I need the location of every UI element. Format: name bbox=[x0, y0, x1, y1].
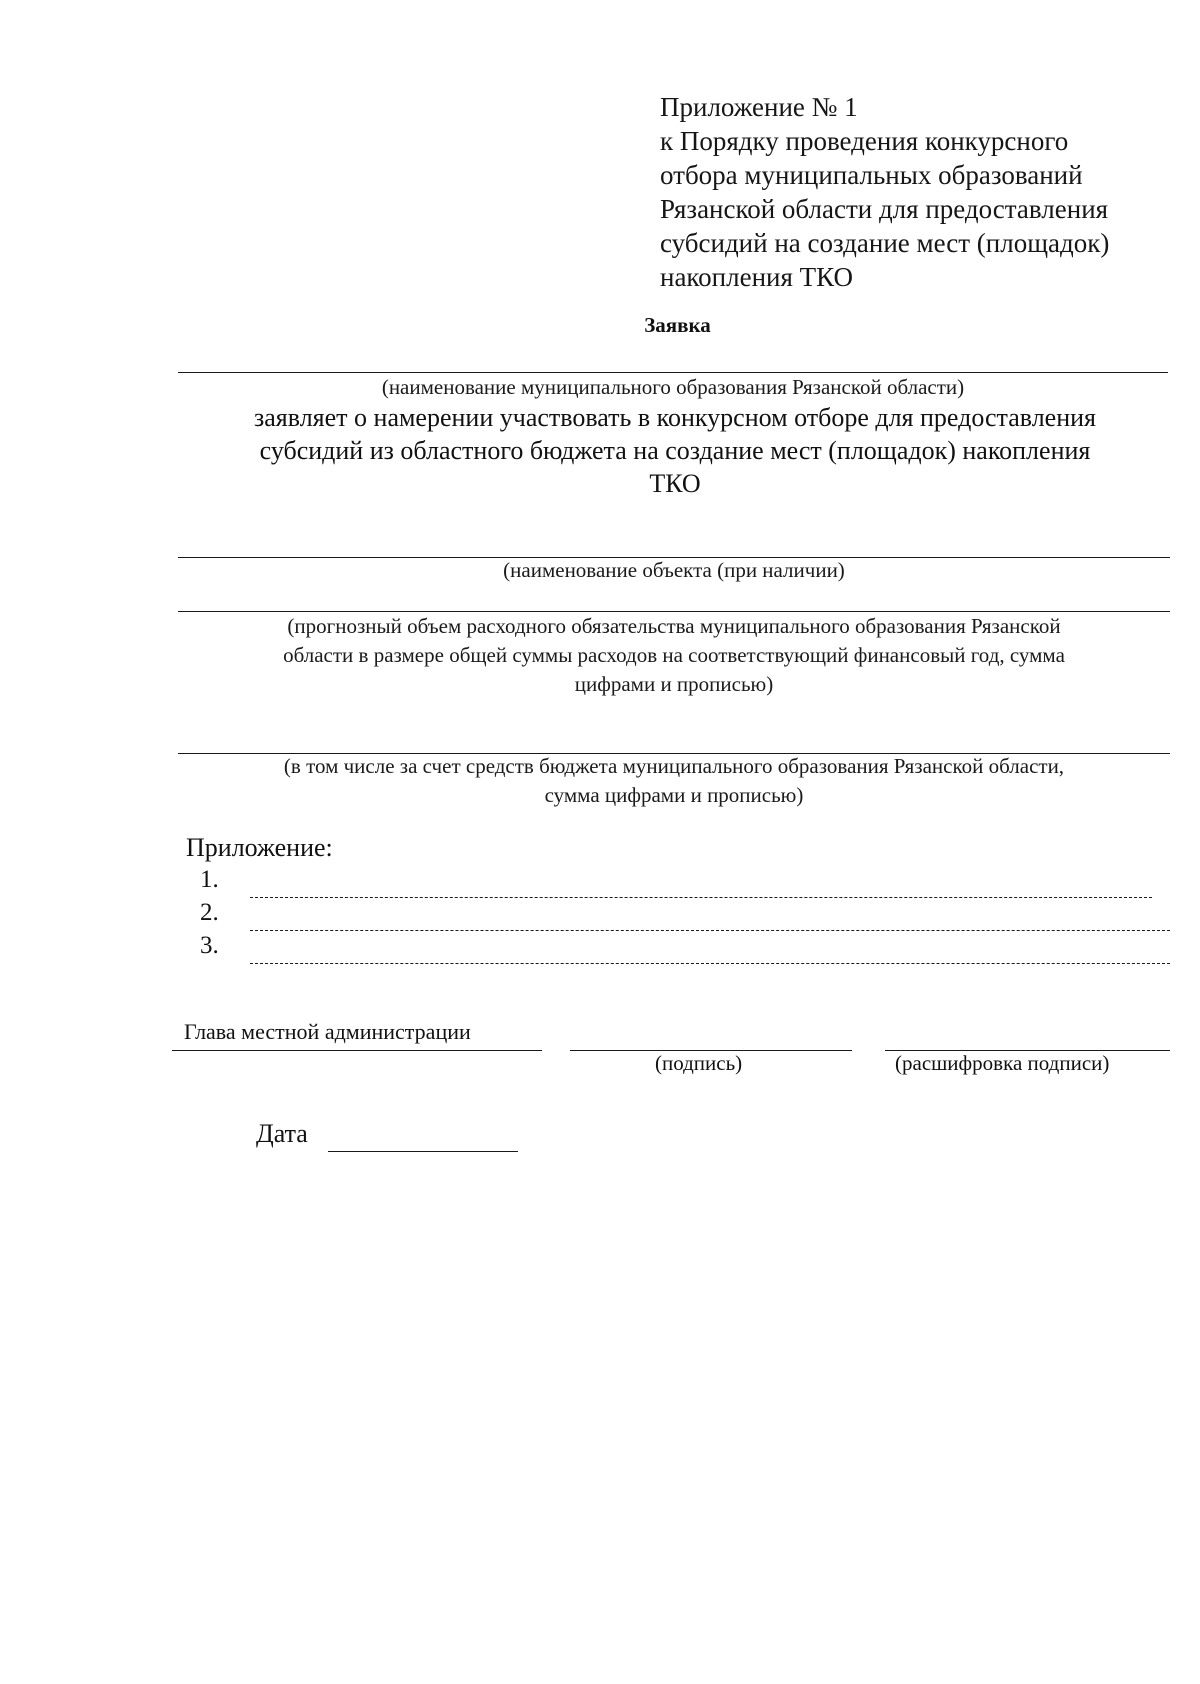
appendix-line: накопления ТКО bbox=[660, 262, 853, 292]
caption-line: сумма цифрами и прописью) bbox=[544, 783, 804, 807]
attachment-2-field[interactable] bbox=[250, 930, 1170, 931]
date-field[interactable] bbox=[328, 1151, 518, 1152]
forecast-expenditure-caption bbox=[178, 612, 1170, 699]
statement-text bbox=[170, 401, 1180, 500]
attachment-number: 3. bbox=[200, 932, 219, 959]
appendix-line: к Порядку проведения конкурсного bbox=[660, 126, 1069, 156]
signature-decoding-caption: (расшифровка подписи) bbox=[895, 1051, 1110, 1075]
attachment-1-field[interactable] bbox=[250, 897, 1152, 898]
appendix-header bbox=[660, 90, 1160, 294]
statement-line: субсидий из областного бюджета на создание мест (площадок) накопления bbox=[259, 436, 1091, 465]
attachments-title: Приложение: bbox=[186, 833, 333, 862]
statement-line: заявляет о намерении участвовать в конкурсном отборе для предоставления bbox=[253, 403, 1097, 432]
appendix-line: Рязанской области для предоставления bbox=[660, 194, 1109, 224]
attachment-number: 2. bbox=[200, 899, 219, 926]
attachment-3-field[interactable] bbox=[250, 963, 1170, 964]
appendix-line: отбора муниципальных образований bbox=[660, 160, 1083, 190]
appendix-line: Приложение № 1 bbox=[660, 92, 858, 122]
object-name-caption: (наименование объекта (при наличии) bbox=[503, 558, 845, 582]
municipality-name-caption: (наименование муниципального образования Рязанской области) bbox=[381, 375, 965, 399]
caption-line: области в размере общей суммы расходов на соответствующий финансовый год, сумма bbox=[283, 643, 1065, 667]
document-title: Заявка bbox=[644, 313, 711, 337]
caption-line: (в том числе за счет средств бюджета муниципального образования Рязанской области, bbox=[283, 754, 1065, 778]
signature-caption: (подпись) bbox=[655, 1051, 743, 1075]
attachment-number: 1. bbox=[200, 866, 219, 893]
head-of-administration-label: Глава местной администрации bbox=[184, 1019, 471, 1044]
statement-line: ТКО bbox=[649, 469, 701, 498]
local-budget-caption bbox=[178, 752, 1170, 810]
appendix-line: субсидий на создание мест (площадок) bbox=[660, 228, 1110, 258]
date-label: Дата bbox=[256, 1119, 308, 1148]
position-underline bbox=[172, 1050, 542, 1051]
caption-line: цифрами и прописью) bbox=[574, 672, 774, 696]
caption-line: (прогнозный объем расходного обязательства муниципального образования Рязанской bbox=[287, 614, 1061, 638]
